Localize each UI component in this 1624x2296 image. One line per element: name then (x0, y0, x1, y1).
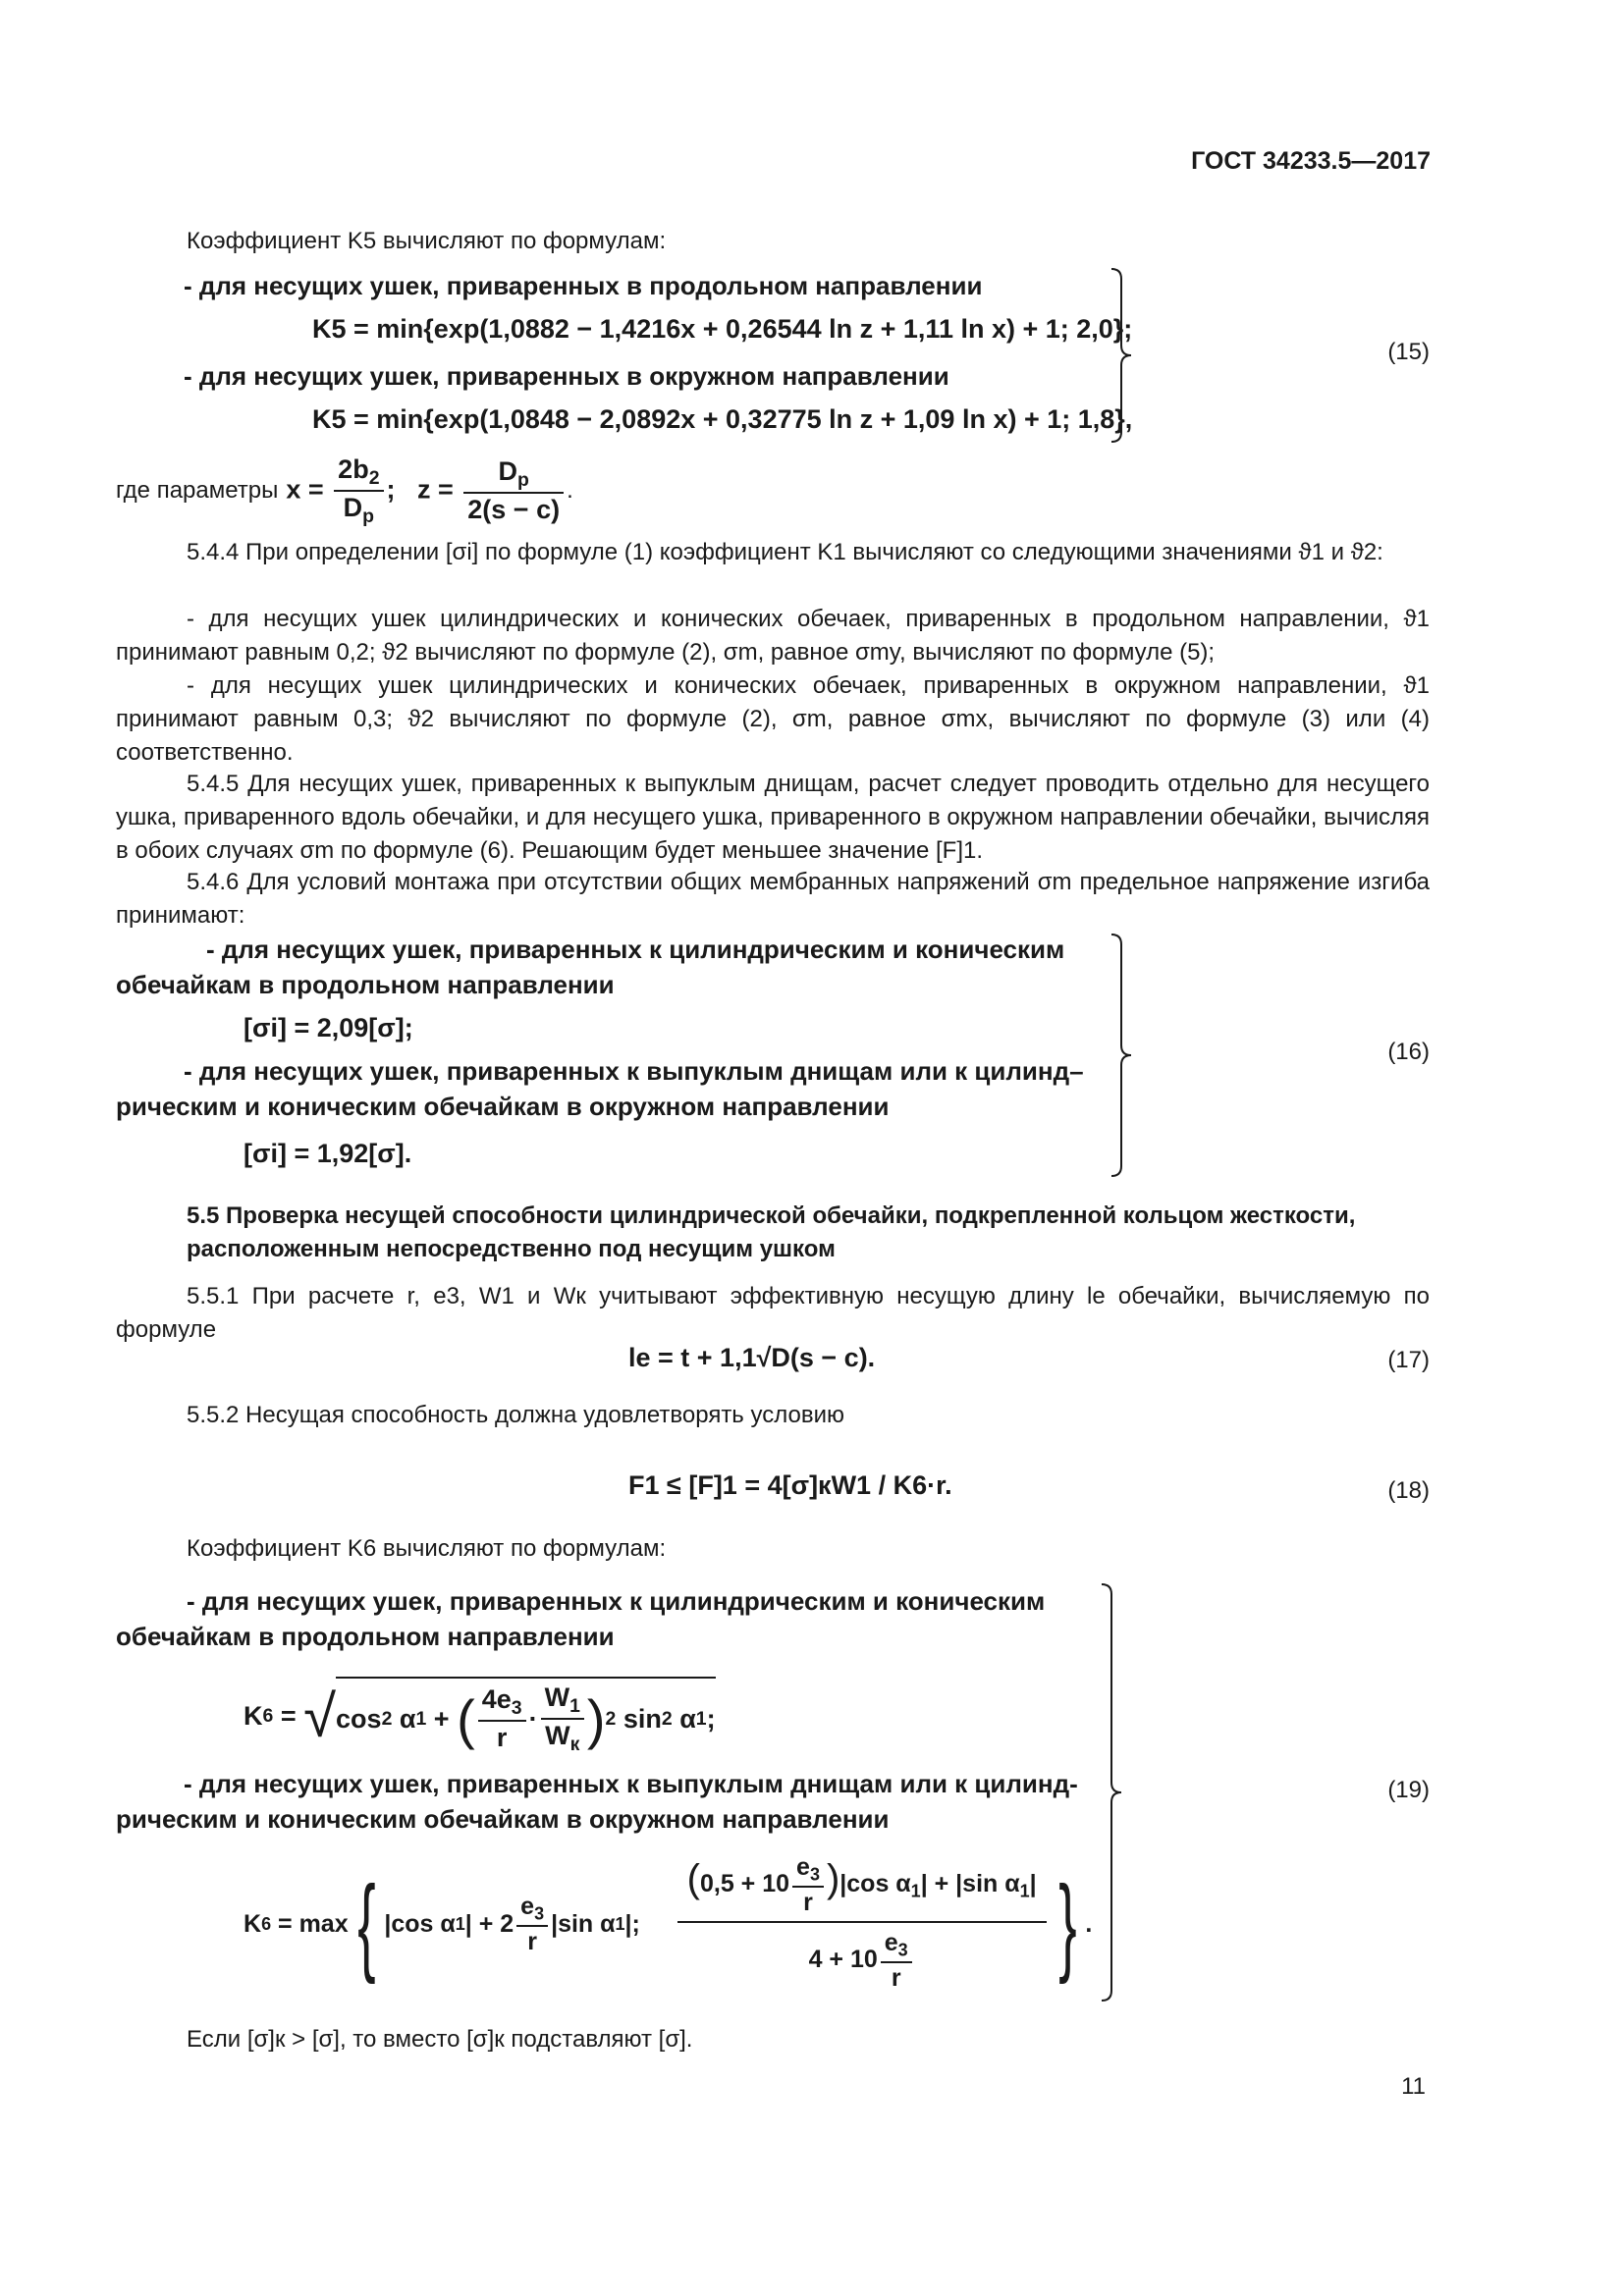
formula-17: le = t + 1,1√D(s − c). (628, 1343, 876, 1372)
section-5-4-5: 5.4.5 Для несущих ушек, приваренных к выпуклым днищам, расчет следует проводить отдельно для несущего ушка, приваренного вдоль обечайки, и для несущего ушка, приваренного в окружном направлении обечайки, вычисляя в обоих случаях σm по формуле (6). Решающим будет меньшее значение [F]1. (116, 771, 1430, 864)
section-5-4-4-item2: - для несущих ушек цилиндрических и конических обечаек, приваренных в окружном направлении, ϑ1 принимают равным 0,3; ϑ2 вычисляют по формуле (2), σm, равное σmx, вычисляют по формуле (3) или (4) соответственно. (116, 672, 1430, 766)
formula-18: F1 ≤ [F]1 = 4[σ]кW1 / K6·r. (628, 1470, 952, 1500)
params-label: где параметры (116, 477, 279, 504)
section-5-5-heading: 5.5 Проверка несущей способности цилиндрической обечайки, подкрепленной кольцом жесткости, расположенным непосредственно под несущим ушком (187, 1202, 1356, 1262)
s546-case1-l2: обечайкам в продольном направлении (116, 970, 615, 999)
s546-case1-l1: - для несущих ушек, приваренных к цилиндрическим и коническим (206, 934, 1065, 964)
eq-number-17: (17) (1387, 1347, 1430, 1373)
k5-formula1: K5 = min{exp(1,0882 − 1,4216x + 0,26544 ln z + 1,11 ln x) + 1; 2,0}; (312, 314, 1133, 344)
k6-case2-l1: - для несущих ушек, приваренных к выпуклым днищам или к цилинд- (184, 1769, 1078, 1798)
s546-formula2: [σi] = 1,92[σ]. (244, 1139, 412, 1168)
eq-number-16: (16) (1387, 1039, 1430, 1065)
section-5-4-4-item1: - для несущих ушек цилиндрических и конических обечаек, приваренных в продольном направлении, ϑ1 принимают равным 0,2; ϑ2 вычисляют по формуле (2), σm, равное σmy, вычисляют по формуле (5); (116, 606, 1430, 666)
k6-case1-l2: обечайкам в продольном направлении (116, 1622, 615, 1651)
brace-19 (1100, 1582, 1123, 2002)
k-note: Если [σ]к > [σ], то вместо [σ]к подставляют [σ]. (187, 2026, 693, 2053)
standard-header: ГОСТ 34233.5—2017 (1191, 147, 1431, 175)
s546-formula1: [σi] = 2,09[σ]; (244, 1013, 413, 1042)
k5-formula2: K5 = min{exp(1,0848 − 2,0892x + 0,32775 ln z + 1,09 ln x) + 1; 1,8}, (312, 404, 1133, 434)
params-x: x = $\frac{2b_2}{D_р}$ ; z = $\frac{D_р}{2(s - c)}$ (286, 454, 567, 527)
page-number: 11 (1401, 2073, 1426, 2100)
s546-case2-l1: - для несущих ушек, приваренных к выпуклым днищам или к цилинд– (184, 1056, 1084, 1086)
k6-case1-l1: - для несущих ушек, приваренных к цилиндрическим и коническим (187, 1586, 1046, 1616)
k6-intro: Коэффициент K6 вычисляют по формулам: (187, 1535, 667, 1562)
k5-params: где параметры x = $\frac{2b_2}{D_р}$ ; z = $\frac{D_р}{2(s - c)}$ . (116, 454, 573, 527)
section-5-5-1: 5.5.1 При расчете r, e3, W1 и Wк учитывают эффективную несущую длину le обечайки, вычисляемую по формуле (116, 1283, 1430, 1343)
section-5-5-2: 5.5.2 Несущая способность должна удовлетворять условию (187, 1402, 844, 1428)
k6-formula1: K 6 = √ cos 2 α 1 + ( $\frac{4e_3}{r}$ · $\frac{W_1}{W_к}$ ) 2 sin 2 α 1 ; (244, 1669, 716, 1763)
s546-case2-l2: рическим и коническим обечайкам в окружном направлении (116, 1092, 890, 1121)
eq-number-15: (15) (1387, 339, 1430, 365)
k5-case1: - для несущих ушек, приваренных в продольном направлении (184, 271, 983, 300)
eq-number-19: (19) (1387, 1777, 1430, 1803)
eq-number-18: (18) (1387, 1477, 1430, 1504)
brace-16 (1110, 933, 1133, 1178)
k6-formula2: K 6 = max { |cos α 1 | + 2 $\frac{e_3}{r}$ |sin α 1 |; (0,5 + 10 $\frac{e_3}{r}$ )|cos $\alpha_1| + |\sin$ $\alpha_1|$ 4 + 10 $\frac{e_3}{r}$ } . (244, 1845, 1092, 2002)
k5-intro: Коэффициент K5 вычисляют по формулам: (187, 228, 667, 254)
brace-15 (1110, 267, 1133, 444)
k5-case2: - для несущих ушек, приваренных в окружном направлении (184, 361, 949, 391)
section-5-4-4: 5.4.4 При определении [σi] по формуле (1) коэффициент K1 вычисляют со следующими значениями ϑ1 и ϑ2: (187, 539, 1383, 565)
section-5-4-6: 5.4.6 Для условий монтажа при отсутствии общих мембранных напряжений σm предельное напряжение изгиба принимают: (116, 869, 1430, 929)
k6-case2-l2: рическим и коническим обечайкам в окружном направлении (116, 1804, 890, 1834)
